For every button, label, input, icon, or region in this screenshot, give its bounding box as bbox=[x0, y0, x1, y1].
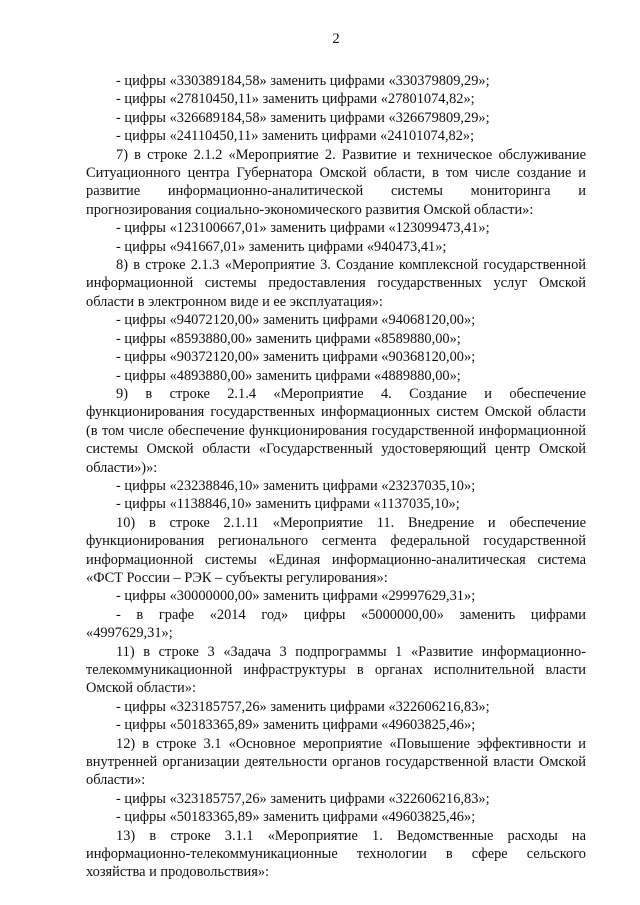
document-body bbox=[86, 72, 586, 882]
list-item: - цифры «27810450,11» заменить цифрами «27801074,82»; bbox=[116, 91, 475, 108]
list-item: - в графе «2014 год» цифры «5000000,00» заменить цифрами bbox=[116, 606, 586, 623]
amendment-paragraph: 13) в строке 3.1.1 «Мероприятие 1. Ведомственные расходы на информационно-телекоммуникационные технологии в сфере сельского хозяйства и продовольствия»: bbox=[86, 827, 586, 881]
list-item-continuation: «4997629,31»; bbox=[86, 625, 173, 642]
list-item: - цифры «323185757,26» заменить цифрами «322606216,83»; bbox=[116, 790, 490, 807]
amendment-paragraph: 12) в строке 3.1 «Основное мероприятие «Повышение эффективности и внутренней организации деятельности органов государственной власти Омской области»: bbox=[86, 735, 586, 789]
list-item: - цифры «24110450,11» заменить цифрами «24101074,82»; bbox=[116, 128, 475, 145]
list-item: - цифры «4893880,00» заменить цифрами «4889880,00»; bbox=[116, 367, 461, 384]
amendment-paragraph: 9) в строке 2.1.4 «Мероприятие 4. Создание и обеспечение функционирования государственных информационных систем Омской области (в том числе обеспечение функционирования государственной информационной системы Омской области «Государственный удостоверяющий центр Омской области»)»: bbox=[86, 385, 586, 476]
list-item: - цифры «330389184,58» заменить цифрами «330379809,29»; bbox=[116, 73, 490, 89]
list-item: - цифры «50183365,89» заменить цифрами «49603825,46»; bbox=[116, 717, 476, 734]
list-item: - цифры «1138846,10» заменить цифрами «1137035,10»; bbox=[116, 496, 460, 513]
list-item: - цифры «50183365,89» заменить цифрами «49603825,46»; bbox=[116, 809, 476, 826]
list-item: - цифры «326689184,58» заменить цифрами «326679809,29»; bbox=[116, 109, 490, 126]
list-item: - цифры «323185757,26» заменить цифрами «322606216,83»; bbox=[116, 698, 490, 715]
amendment-paragraph: 8) в строке 2.1.3 «Мероприятие 3. Создание комплексной государственной информационной системы предоставления государственных услуг Омской области в электронном виде и ее эксплуатация»: bbox=[86, 257, 586, 310]
amendment-paragraph: 7) в строке 2.1.2 «Мероприятие 2. Развитие и техническое обслуживание Ситуационного центра Губернатора Омской области, в том числе создание и развитие информационно-аналитической системы мониторинга и прогнозирования социально-экономического развития Омской области»: bbox=[86, 146, 586, 218]
list-item: - цифры «941667,01» заменить цифрами «940473,41»; bbox=[116, 238, 447, 255]
amendment-paragraph: 11) в строке 3 «Задача 3 подпрограммы 1 «Развитие информационно-телекоммуникационной инфраструктуры в органах исполнительной власти Омской области»: bbox=[86, 643, 586, 697]
list-item: - цифры «123100667,01» заменить цифрами «123099473,41»; bbox=[116, 220, 490, 237]
list-item: - цифры «90372120,00» заменить цифрами «90368120,00»; bbox=[116, 349, 476, 366]
list-item: - цифры «23238846,10» заменить цифрами «23237035,10»; bbox=[116, 477, 476, 494]
page-number: 2 bbox=[332, 31, 340, 47]
amendment-paragraph: 10) в строке 2.1.11 «Мероприятие 11. Внедрение и обеспечение функционирования регионального сегмента федеральной государственной информационной системы «Единая информационно-аналитическая система «ФСТ России – РЭК – субъекты регулирования»: bbox=[86, 514, 586, 586]
list-item: - цифры «30000000,00» заменить цифрами «29997629,31»; bbox=[116, 588, 476, 605]
list-item: - цифры «8593880,00» заменить цифрами «8589880,00»; bbox=[116, 330, 461, 347]
list-item: - цифры «94072120,00» заменить цифрами «94068120,00»; bbox=[116, 312, 476, 329]
